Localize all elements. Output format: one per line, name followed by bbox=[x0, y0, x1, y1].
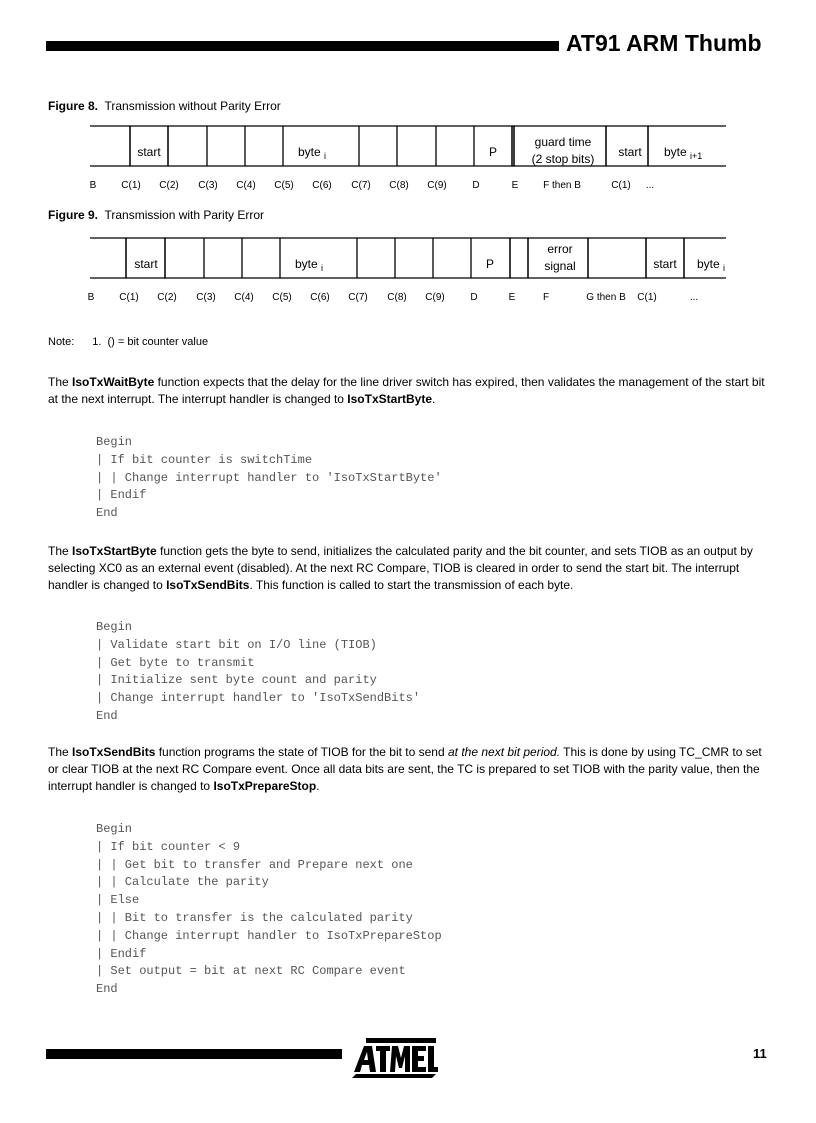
para3-handler-name: IsoTxPrepareStop bbox=[213, 779, 317, 793]
para1-text-1: The bbox=[48, 375, 73, 389]
para2-text-1: The bbox=[48, 544, 73, 558]
code-block-2 bbox=[96, 619, 420, 726]
fig8-tick-label: C(4) bbox=[236, 180, 256, 191]
fig9-start2-label: start bbox=[653, 257, 677, 271]
code3-line: | If bit counter < 9 bbox=[96, 839, 241, 854]
fig8-tick-label: ... bbox=[645, 180, 655, 191]
fig8-parity-label: P bbox=[488, 145, 498, 159]
fig9-byte2-sub: i bbox=[723, 263, 726, 273]
fig9-tick-label: C(1) bbox=[119, 292, 139, 303]
para1-text-3: . bbox=[432, 392, 436, 406]
fig8-tick-label: C(9) bbox=[427, 180, 447, 191]
code3-line: | Endif bbox=[96, 946, 147, 961]
code2-line: | Get byte to transmit bbox=[96, 655, 255, 670]
code2-line: | Initialize sent byte count and parity bbox=[96, 673, 377, 688]
para1-text-2: function expects that the delay for the line driver switch has expired, then validates the management of the start bit at the next interrupt. The interrupt handler is changed to bbox=[48, 375, 765, 406]
fig8-byte-text: byte bbox=[297, 145, 321, 159]
fig8-tick-label: B bbox=[89, 180, 97, 191]
figure-9-caption bbox=[48, 208, 264, 222]
fig9-byte-text: byte bbox=[294, 257, 318, 271]
fig8-byte-label bbox=[298, 145, 326, 161]
fig9-tick-label: E bbox=[508, 292, 516, 303]
fig9-tick-label: B bbox=[87, 292, 95, 303]
fig9-tick-label: C(9) bbox=[425, 292, 445, 303]
para3-function-name: IsoTxSendBits bbox=[72, 745, 156, 759]
fig9-tick-label: C(3) bbox=[196, 292, 216, 303]
page-number: 11 bbox=[753, 1046, 767, 1061]
fig9-byte-sub: i bbox=[321, 263, 324, 273]
note-number: 1. bbox=[92, 336, 102, 348]
figure-9-diagram bbox=[0, 230, 816, 308]
fig8-tick-label: F then B bbox=[543, 180, 581, 191]
code2-line: Begin bbox=[96, 620, 133, 634]
fig9-tick-label: D bbox=[470, 292, 478, 303]
fig9-tick-label: G then B bbox=[586, 292, 626, 303]
code2-line: End bbox=[96, 708, 118, 723]
para2-text-3: . This function is called to start the transmission of each byte. bbox=[249, 578, 574, 592]
fig8-tick-label: C(8) bbox=[389, 180, 409, 191]
code-block-3 bbox=[96, 821, 442, 999]
footer-rule bbox=[46, 1049, 342, 1059]
fig8-tick-label: C(7) bbox=[351, 180, 371, 191]
para3-text-4: . bbox=[316, 779, 320, 793]
figure-note bbox=[48, 336, 208, 348]
paragraph-isotxwaitbyte bbox=[48, 374, 770, 408]
figure-8-number: Figure 8. bbox=[48, 99, 99, 113]
para3-italic-text: at the next bit period. bbox=[447, 745, 561, 759]
note-text: () = bit counter value bbox=[107, 336, 209, 348]
para1-handler-name: IsoTxStartByte bbox=[347, 392, 432, 406]
para3-text-2: function programs the state of TIOB for the bit to send bbox=[155, 745, 448, 759]
fig8-start-label: start bbox=[137, 145, 161, 159]
para1-function-name: IsoTxWaitByte bbox=[72, 375, 155, 389]
fig8-tick-label: C(2) bbox=[159, 180, 179, 191]
fig9-byte2-label bbox=[697, 257, 725, 273]
fig9-tick-label: C(7) bbox=[348, 292, 368, 303]
code3-line: | Else bbox=[96, 893, 140, 908]
figure-9-title: Transmission with Parity Error bbox=[104, 208, 265, 222]
para3-text-3: This is done by using TC_CMR to set or clear TIOB at the next RC Compare event. Once all data bits are sent, the TC is prepared to set TIOB with the parity value, then the interrupt handler is changed to bbox=[48, 745, 762, 793]
fig9-tick-label: C(1) bbox=[637, 292, 657, 303]
atmel-logo bbox=[352, 1034, 438, 1078]
fig8-tick-label: C(6) bbox=[312, 180, 332, 191]
code1-line: | | Change interrupt handler to 'IsoTxStartByte' bbox=[96, 470, 442, 485]
fig8-byte2-label bbox=[664, 145, 702, 161]
code1-line: | Endif bbox=[96, 488, 147, 503]
fig9-tick-label: C(8) bbox=[387, 292, 407, 303]
fig9-tick-label: C(4) bbox=[234, 292, 254, 303]
code-block-1 bbox=[96, 434, 442, 523]
fig8-guard-label-1: guard time bbox=[534, 135, 592, 149]
fig8-tick-label: C(3) bbox=[198, 180, 218, 191]
para2-handler-name: IsoTxSendBits bbox=[166, 578, 250, 592]
fig8-byte2-sub: i+1 bbox=[690, 151, 703, 161]
fig8-tick-label: C(5) bbox=[274, 180, 294, 191]
code3-line: | Set output = bit at next RC Compare event bbox=[96, 964, 406, 979]
fig8-start2-label: start bbox=[618, 145, 642, 159]
paragraph-isotxsendbits bbox=[48, 744, 770, 795]
figure-9-number: Figure 9. bbox=[48, 208, 99, 222]
fig9-start-label: start bbox=[134, 257, 158, 271]
fig9-tick-label: F bbox=[542, 292, 550, 303]
code1-line: Begin bbox=[96, 435, 133, 449]
code2-line: | Change interrupt handler to 'IsoTxSendBits' bbox=[96, 691, 421, 706]
fig9-signal-line bbox=[90, 238, 726, 278]
code3-line: | | Get bit to transfer and Prepare next one bbox=[96, 857, 413, 872]
fig8-byte-sub: i bbox=[324, 151, 327, 161]
figure-8-caption bbox=[48, 99, 281, 113]
paragraph-isotxstartbyte bbox=[48, 543, 770, 594]
fig9-tick-label: C(6) bbox=[310, 292, 330, 303]
fig9-signal-line-low bbox=[90, 238, 726, 278]
figure-8-title: Transmission without Parity Error bbox=[104, 99, 281, 113]
code3-line: | | Change interrupt handler to IsoTxPrepareStop bbox=[96, 928, 442, 943]
fig9-tick-label: C(5) bbox=[272, 292, 292, 303]
fig8-tick-label: E bbox=[511, 180, 519, 191]
fig8-tick-label: C(1) bbox=[121, 180, 141, 191]
code3-line: Begin bbox=[96, 822, 133, 836]
fig9-error-label-1: error bbox=[547, 242, 573, 256]
fig8-guard-label-2: (2 stop bits) bbox=[531, 152, 595, 166]
fig9-tick-label: ... bbox=[689, 292, 699, 303]
para2-function-name: IsoTxStartByte bbox=[72, 544, 157, 558]
fig9-parity-label: P bbox=[485, 257, 495, 271]
fig9-tick-label: C(2) bbox=[157, 292, 177, 303]
para2-text-2: function gets the byte to send, initializes the calculated parity and the bit counter, and sets TIOB as an output by selecting XC0 as an external event (disabled). At the next RC Compare, TIOB is cleared in order to send the start bit. The interrupt handler is changed to bbox=[48, 544, 753, 592]
fig9-byte-label bbox=[295, 257, 323, 273]
fig8-tick-label: D bbox=[472, 180, 480, 191]
code3-line: | | Bit to transfer is the calculated parity bbox=[96, 910, 413, 925]
code3-line: End bbox=[96, 982, 118, 997]
fig9-error-label-2: signal bbox=[544, 259, 576, 273]
fig8-byte2-text: byte bbox=[664, 145, 687, 159]
header-rule bbox=[46, 41, 559, 51]
figure-8-diagram bbox=[0, 118, 816, 196]
code3-line: | | Calculate the parity bbox=[96, 875, 269, 890]
page-title: AT91 ARM Thumb bbox=[566, 30, 762, 56]
note-label: Note: bbox=[48, 336, 75, 348]
fig8-tick-label: C(1) bbox=[611, 180, 631, 191]
para3-text-1: The bbox=[48, 745, 73, 759]
code1-line: | If bit counter is switchTime bbox=[96, 452, 313, 467]
code2-line: | Validate start bit on I/O line (TIOB) bbox=[96, 637, 377, 652]
code1-line: End bbox=[96, 506, 118, 521]
fig9-byte2-text: byte bbox=[697, 257, 720, 271]
